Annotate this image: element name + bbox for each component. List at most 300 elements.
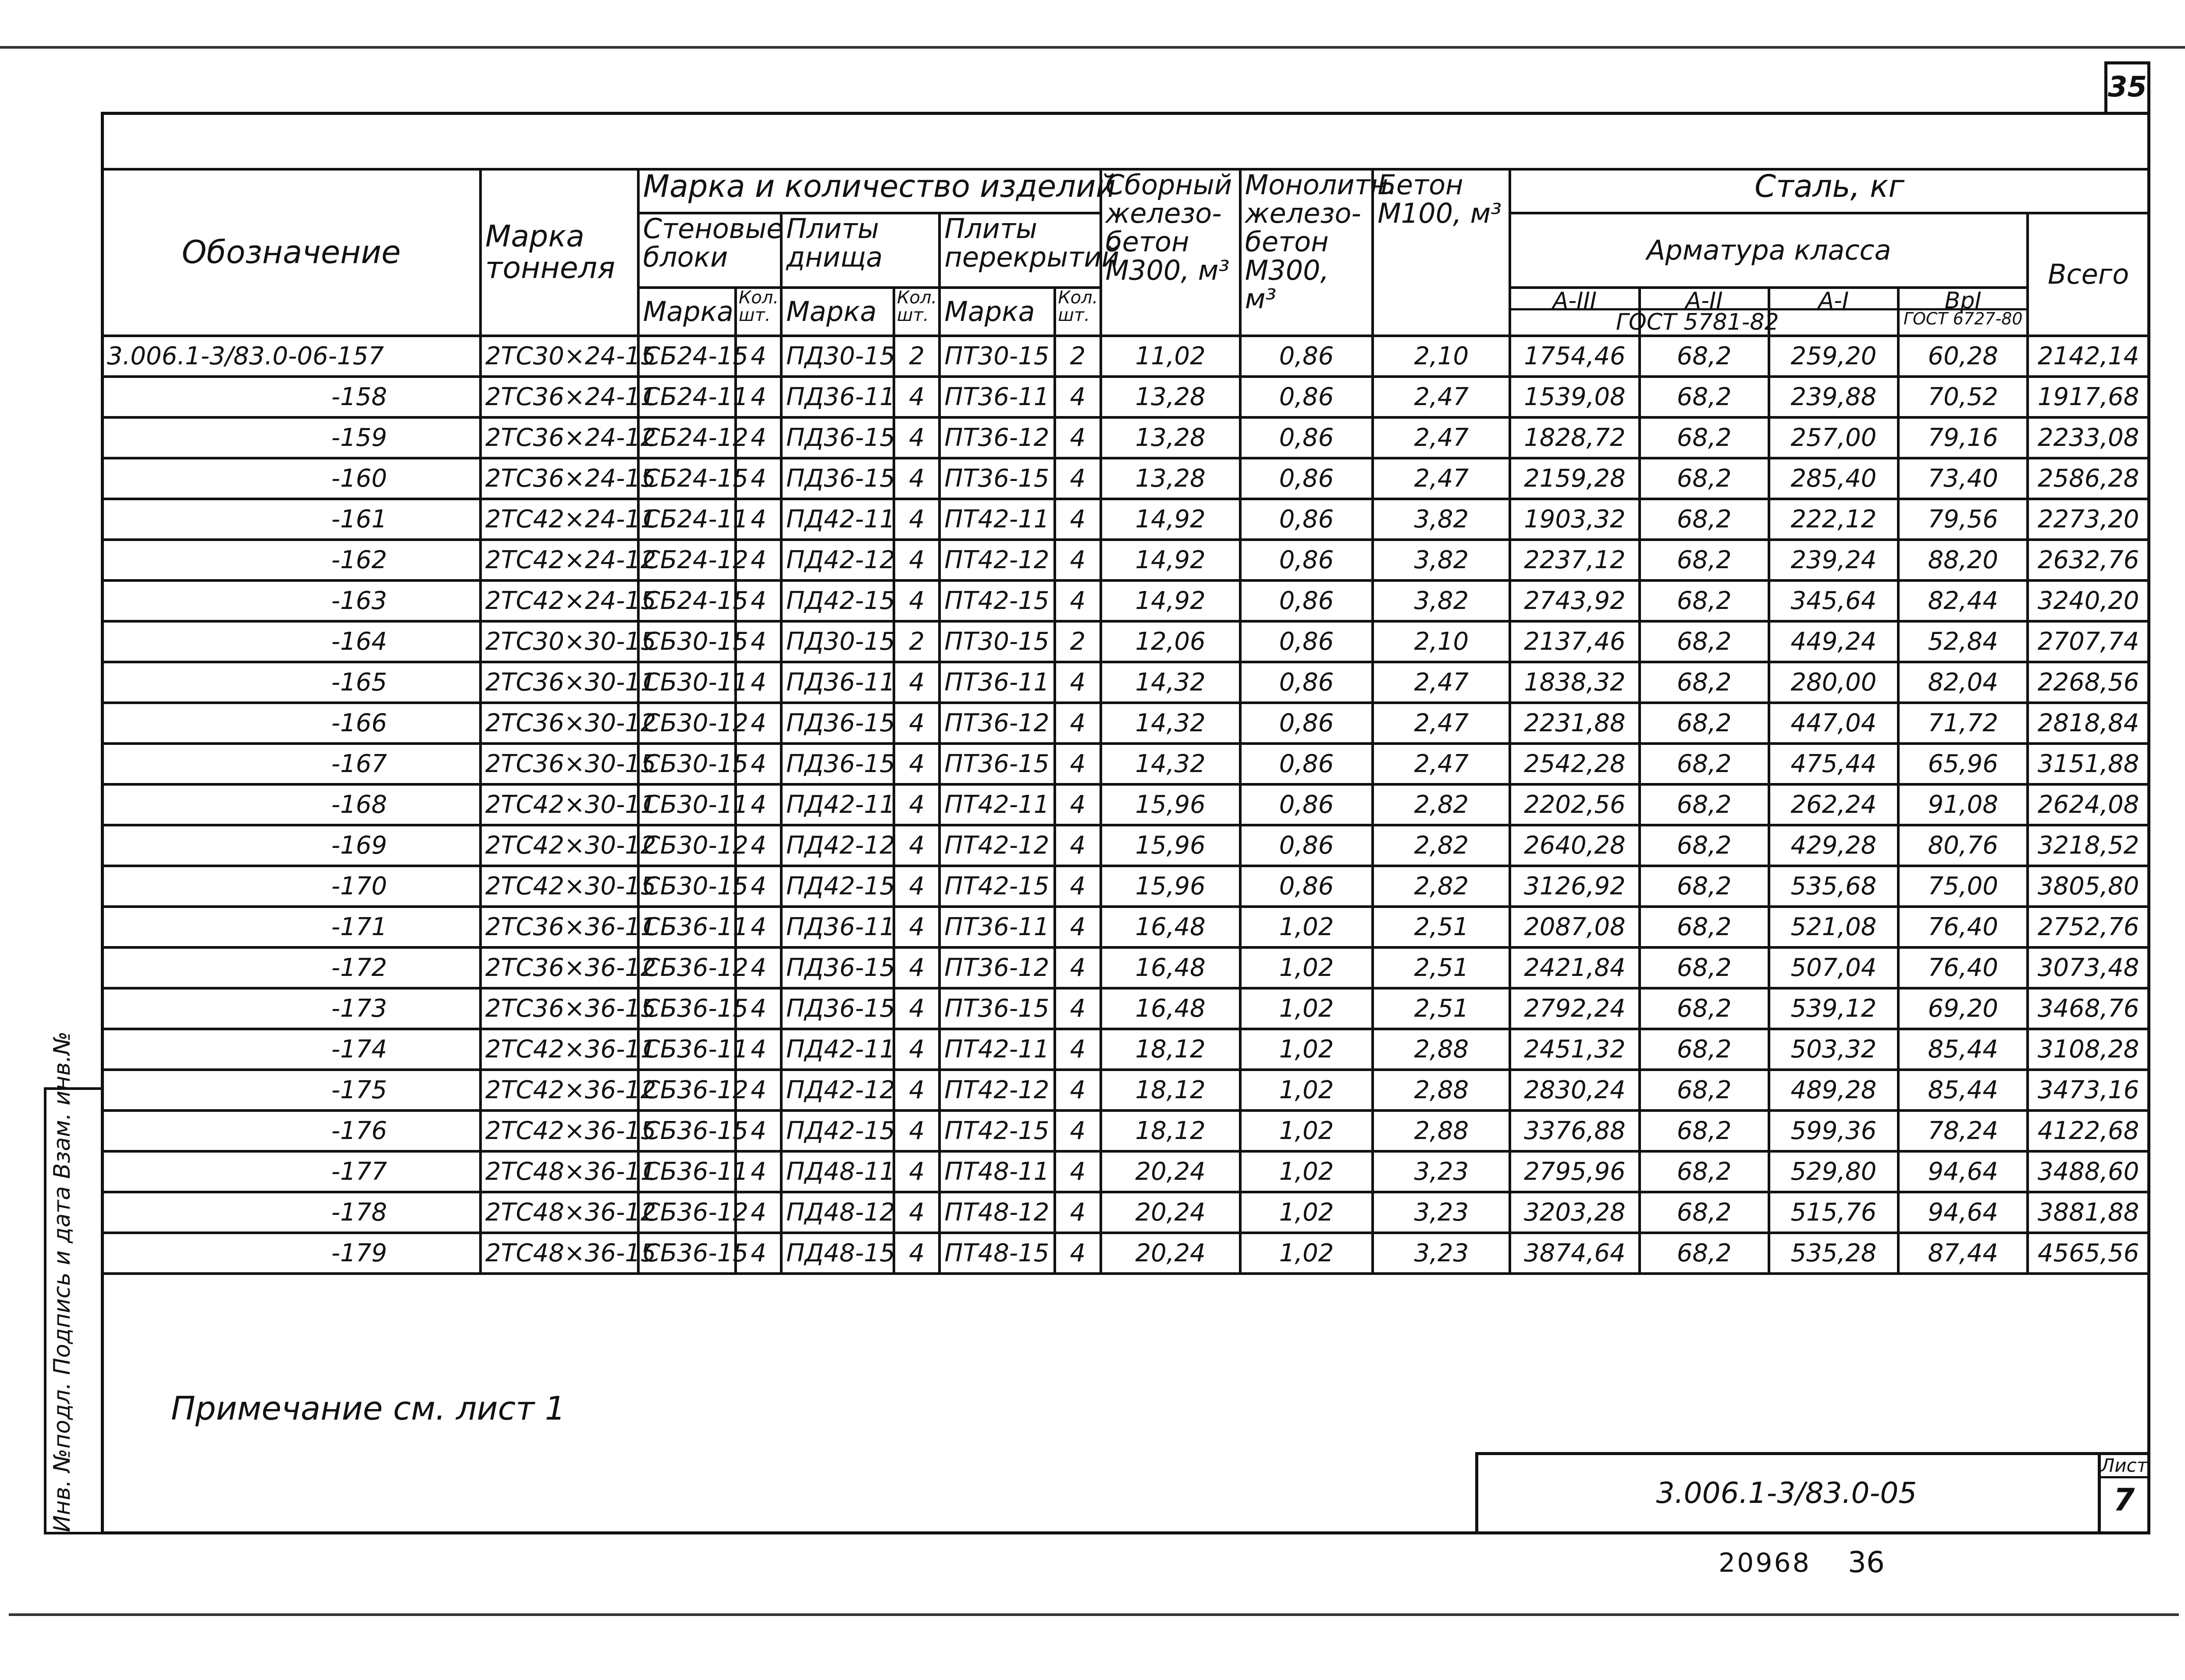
cell-monolith: 0,86: [1240, 336, 1373, 377]
cell-bottom-slab-qty: 4: [894, 825, 939, 866]
cell-cover-slab-mark: ПТ48-11: [939, 1151, 1055, 1192]
cell-steel-total: 2752,76: [2028, 907, 2149, 947]
table-row: [102, 744, 2149, 784]
cell-concrete: 2,82: [1373, 825, 1510, 866]
cell-wire-bp1: 76,40: [1898, 907, 2028, 947]
cell-rebar-a1: 535,28: [1769, 1233, 1898, 1274]
table-row: [102, 1029, 2149, 1070]
cell-precast: 14,92: [1101, 499, 1240, 540]
cell-wall-block-mark: СБ36-11: [638, 907, 736, 947]
cell-steel-total: 3473,16: [2028, 1070, 2149, 1111]
cell-wire-bp1: 80,76: [1898, 825, 2028, 866]
col-rebar-group: Арматура класса: [1510, 213, 2028, 288]
cell-precast: 14,32: [1101, 744, 1240, 784]
cell-bottom-slab-qty: 4: [894, 784, 939, 825]
col-cover-slabs: Плиты перекрытий: [939, 213, 1100, 288]
cell-tunnel-mark: 2ТС36×30-11: [480, 662, 638, 703]
cell-rebar-a1: 239,24: [1769, 540, 1898, 580]
cell-designation: -176: [102, 1111, 480, 1151]
cell-tunnel-mark: 2ТС36×36-15: [480, 988, 638, 1029]
cell-wire-bp1: 69,20: [1898, 988, 2028, 1029]
cell-rebar-a3: 2542,28: [1510, 744, 1639, 784]
cell-concrete: 3,82: [1373, 540, 1510, 580]
col-rebar-a3: А-III: [1511, 289, 1638, 310]
cell-wall-block-qty: 4: [736, 1111, 781, 1151]
cell-wall-block-mark: СБ36-12: [638, 1192, 736, 1233]
cell-rebar-a3: 2202,56: [1510, 784, 1639, 825]
cell-bottom-slab-qty: 4: [894, 744, 939, 784]
col-bottom-slab-mark: Марка: [781, 288, 894, 336]
cell-precast: 14,92: [1101, 540, 1240, 580]
cell-wall-block-qty: 4: [736, 988, 781, 1029]
table-row: [102, 703, 2149, 744]
col-wall-block-mark: Марка: [638, 288, 736, 336]
cell-bottom-slab-mark: ПД42-12: [781, 825, 894, 866]
cell-precast: 15,96: [1101, 784, 1240, 825]
cell-concrete: 2,51: [1373, 907, 1510, 947]
cell-rebar-a3: 3126,92: [1510, 866, 1639, 907]
cell-rebar-a2: 68,2: [1640, 499, 1769, 540]
cell-designation: -168: [102, 784, 480, 825]
cell-precast: 13,28: [1101, 417, 1240, 458]
cell-wall-block-mark: СБ24-12: [638, 417, 736, 458]
specification-table: [101, 168, 2150, 1275]
cell-bottom-slab-mark: ПД42-15: [781, 1111, 894, 1151]
archive-page: 36: [1848, 1545, 1885, 1579]
cell-rebar-a2: 68,2: [1640, 703, 1769, 744]
cell-monolith: 0,86: [1240, 703, 1373, 744]
cell-bottom-slab-qty: 4: [894, 458, 939, 499]
cell-tunnel-mark: 2ТС36×24-11: [480, 377, 638, 417]
col-designation: Обозначение: [102, 169, 480, 336]
cell-monolith: 0,86: [1240, 744, 1373, 784]
cell-designation: -159: [102, 417, 480, 458]
cell-precast: 18,12: [1101, 1029, 1240, 1070]
table-row: [102, 1070, 2149, 1111]
cell-precast: 18,12: [1101, 1111, 1240, 1151]
cell-designation: -158: [102, 377, 480, 417]
cell-steel-total: 2586,28: [2028, 458, 2149, 499]
cell-steel-total: 2707,74: [2028, 621, 2149, 662]
cell-concrete: 3,23: [1373, 1192, 1510, 1233]
cell-steel-total: 2624,08: [2028, 784, 2149, 825]
cell-cover-slab-qty: 4: [1055, 988, 1100, 1029]
cell-tunnel-mark: 2ТС42×30-11: [480, 784, 638, 825]
cell-rebar-a2: 68,2: [1640, 417, 1769, 458]
cell-wall-block-qty: 4: [736, 825, 781, 866]
cell-cover-slab-qty: 4: [1055, 499, 1100, 540]
cell-cover-slab-mark: ПТ42-12: [939, 540, 1055, 580]
cell-precast: 15,96: [1101, 825, 1240, 866]
cell-rebar-a3: 2231,88: [1510, 703, 1639, 744]
cell-tunnel-mark: 2ТС30×24-15: [480, 336, 638, 377]
cell-designation: -160: [102, 458, 480, 499]
cell-steel-total: 2142,14: [2028, 336, 2149, 377]
cell-wall-block-qty: 4: [736, 458, 781, 499]
cell-concrete: 2,47: [1373, 744, 1510, 784]
table-row: [102, 540, 2149, 580]
cell-wire-bp1: 82,44: [1898, 580, 2028, 621]
cell-precast: 20,24: [1101, 1151, 1240, 1192]
cell-bottom-slab-mark: ПД36-15: [781, 703, 894, 744]
col-bottom-slabs: Плиты днища: [781, 213, 939, 288]
cell-steel-total: 3488,60: [2028, 1151, 2149, 1192]
cell-steel-total: 3240,20: [2028, 580, 2149, 621]
cell-rebar-a1: 475,44: [1769, 744, 1898, 784]
table-row: [102, 662, 2149, 703]
cell-bottom-slab-mark: ПД36-11: [781, 377, 894, 417]
cell-bottom-slab-qty: 4: [894, 1151, 939, 1192]
cell-cover-slab-mark: ПТ36-15: [939, 744, 1055, 784]
cell-wall-block-qty: 4: [736, 703, 781, 744]
cell-wire-bp1: 87,44: [1898, 1233, 2028, 1274]
gost-6727: ГОСТ 6727-80: [1903, 309, 2023, 328]
cell-monolith: 1,02: [1240, 1111, 1373, 1151]
cell-wire-bp1: 85,44: [1898, 1029, 2028, 1070]
cell-wire-bp1: 71,72: [1898, 703, 2028, 744]
cell-precast: 14,92: [1101, 580, 1240, 621]
document-code: 3.006.1-3/83.0-05: [1656, 1476, 1917, 1510]
cell-steel-total: 3151,88: [2028, 744, 2149, 784]
cell-rebar-a2: 68,2: [1640, 662, 1769, 703]
cell-cover-slab-qty: 4: [1055, 1192, 1100, 1233]
cell-rebar-a2: 68,2: [1640, 907, 1769, 947]
cell-rebar-a3: 2830,24: [1510, 1070, 1639, 1111]
cell-bottom-slab-mark: ПД30-15: [781, 336, 894, 377]
cell-rebar-a1: 239,88: [1769, 377, 1898, 417]
cell-wall-block-qty: 4: [736, 866, 781, 907]
cell-wall-block-mark: СБ24-11: [638, 499, 736, 540]
cell-precast: 14,32: [1101, 703, 1240, 744]
col-wire-bp1: ВрI: [1900, 289, 2026, 310]
cell-rebar-a1: 257,00: [1769, 417, 1898, 458]
cell-monolith: 0,86: [1240, 866, 1373, 907]
cell-tunnel-mark: 2ТС30×30-15: [480, 621, 638, 662]
cell-cover-slab-qty: 4: [1055, 1029, 1100, 1070]
cell-bottom-slab-mark: ПД42-11: [781, 499, 894, 540]
cell-rebar-a1: 429,28: [1769, 825, 1898, 866]
cell-steel-total: 2233,08: [2028, 417, 2149, 458]
cell-cover-slab-qty: 4: [1055, 1233, 1100, 1274]
cell-rebar-a1: 529,80: [1769, 1151, 1898, 1192]
cell-bottom-slab-mark: ПД36-11: [781, 662, 894, 703]
cell-wall-block-mark: СБ30-15: [638, 744, 736, 784]
cell-bottom-slab-mark: ПД48-15: [781, 1233, 894, 1274]
cell-wall-block-mark: СБ30-15: [638, 866, 736, 907]
cell-rebar-a1: 515,76: [1769, 1192, 1898, 1233]
cell-concrete: 2,47: [1373, 662, 1510, 703]
cell-rebar-a1: 535,68: [1769, 866, 1898, 907]
cell-bottom-slab-qty: 4: [894, 703, 939, 744]
cell-steel-total: 2273,20: [2028, 499, 2149, 540]
cell-rebar-a2: 68,2: [1640, 866, 1769, 907]
cell-precast: 16,48: [1101, 988, 1240, 1029]
cell-designation: -172: [102, 947, 480, 988]
cell-rebar-a2: 68,2: [1640, 621, 1769, 662]
cell-monolith: 1,02: [1240, 1233, 1373, 1274]
table-row: [102, 621, 2149, 662]
cell-designation: -170: [102, 866, 480, 907]
cell-cover-slab-mark: ПТ36-15: [939, 988, 1055, 1029]
note-text: Примечание см. лист 1: [171, 1390, 566, 1427]
cell-wire-bp1: 79,16: [1898, 417, 2028, 458]
cell-rebar-a3: 3203,28: [1510, 1192, 1639, 1233]
cell-rebar-a3: 1539,08: [1510, 377, 1639, 417]
cell-rebar-a2: 68,2: [1640, 988, 1769, 1029]
cell-tunnel-mark: 2ТС48×36-12: [480, 1192, 638, 1233]
cell-rebar-a1: 345,64: [1769, 580, 1898, 621]
cell-wall-block-mark: СБ36-12: [638, 947, 736, 988]
cell-rebar-a2: 68,2: [1640, 1151, 1769, 1192]
cell-monolith: 1,02: [1240, 1151, 1373, 1192]
cell-wire-bp1: 82,04: [1898, 662, 2028, 703]
cell-rebar-a1: 280,00: [1769, 662, 1898, 703]
cell-designation: 3.006.1-3/83.0-06-157: [102, 336, 480, 377]
col-concrete-m100: Бетон М100, м³: [1373, 169, 1510, 336]
cell-bottom-slab-qty: 4: [894, 1233, 939, 1274]
cell-steel-total: 2268,56: [2028, 662, 2149, 703]
cell-bottom-slab-mark: ПД36-11: [781, 907, 894, 947]
gost-5781: ГОСТ 5781-82: [1616, 309, 1779, 335]
cell-designation: -166: [102, 703, 480, 744]
cell-rebar-a3: 2792,24: [1510, 988, 1639, 1029]
cell-concrete: 2,10: [1373, 621, 1510, 662]
margin-signature-labels: Инв. №подл. Подпись и дата Взам. инв.№: [49, 1031, 75, 1532]
cell-rebar-a1: 285,40: [1769, 458, 1898, 499]
cell-wall-block-qty: 4: [736, 336, 781, 377]
cell-designation: -165: [102, 662, 480, 703]
cell-rebar-a2: 68,2: [1640, 377, 1769, 417]
cell-concrete: 2,51: [1373, 947, 1510, 988]
cell-steel-total: 2818,84: [2028, 703, 2149, 744]
cell-cover-slab-mark: ПТ36-12: [939, 417, 1055, 458]
cell-rebar-a1: 539,12: [1769, 988, 1898, 1029]
cell-cover-slab-qty: 4: [1055, 784, 1100, 825]
cell-concrete: 2,88: [1373, 1029, 1510, 1070]
cell-wall-block-qty: 4: [736, 540, 781, 580]
cell-wall-block-qty: 4: [736, 417, 781, 458]
cell-steel-total: 3805,80: [2028, 866, 2149, 907]
cell-precast: 18,12: [1101, 1070, 1240, 1111]
cell-tunnel-mark: 2ТС36×36-11: [480, 907, 638, 947]
cell-precast: 15,96: [1101, 866, 1240, 907]
cell-bottom-slab-qty: 2: [894, 336, 939, 377]
cell-cover-slab-mark: ПТ48-15: [939, 1233, 1055, 1274]
cell-bottom-slab-mark: ПД42-15: [781, 866, 894, 907]
cell-cover-slab-qty: 4: [1055, 866, 1100, 907]
col-cover-slab-mark: Марка: [939, 288, 1055, 336]
col-precast-concrete: Сборный железо-бетон М300, м³: [1101, 169, 1240, 336]
cell-rebar-a2: 68,2: [1640, 1029, 1769, 1070]
cell-tunnel-mark: 2ТС36×36-12: [480, 947, 638, 988]
cell-wall-block-mark: СБ24-15: [638, 336, 736, 377]
cell-bottom-slab-qty: 4: [894, 540, 939, 580]
cell-wire-bp1: 70,52: [1898, 377, 2028, 417]
table-row: [102, 825, 2149, 866]
cell-monolith: 0,86: [1240, 377, 1373, 417]
cell-wire-bp1: 52,84: [1898, 621, 2028, 662]
cell-wall-block-qty: 4: [736, 1192, 781, 1233]
cell-tunnel-mark: 2ТС42×36-15: [480, 1111, 638, 1151]
cell-bottom-slab-qty: 4: [894, 580, 939, 621]
cell-wall-block-mark: СБ30-12: [638, 825, 736, 866]
top-border-line: [0, 46, 2185, 49]
table-row: [102, 417, 2149, 458]
cell-monolith: 1,02: [1240, 988, 1373, 1029]
col-wall-block-qty: Кол. шт.: [736, 288, 781, 336]
cell-designation: -179: [102, 1233, 480, 1274]
table-row: [102, 458, 2149, 499]
cell-wire-bp1: 73,40: [1898, 458, 2028, 499]
cell-designation: -171: [102, 907, 480, 947]
cell-wall-block-qty: 4: [736, 1151, 781, 1192]
cell-rebar-a1: 489,28: [1769, 1070, 1898, 1111]
cell-bottom-slab-mark: ПД48-12: [781, 1192, 894, 1233]
cell-wire-bp1: 76,40: [1898, 947, 2028, 988]
cell-steel-total: 3468,76: [2028, 988, 2149, 1029]
cell-concrete: 2,82: [1373, 866, 1510, 907]
table-row: [102, 988, 2149, 1029]
cell-bottom-slab-qty: 4: [894, 907, 939, 947]
cell-bottom-slab-mark: ПД42-12: [781, 540, 894, 580]
cell-cover-slab-mark: ПТ42-11: [939, 784, 1055, 825]
cell-cover-slab-mark: ПТ48-12: [939, 1192, 1055, 1233]
cell-cover-slab-mark: ПТ36-15: [939, 458, 1055, 499]
table-row: [102, 1111, 2149, 1151]
cell-cover-slab-qty: 4: [1055, 907, 1100, 947]
cell-monolith: 0,86: [1240, 540, 1373, 580]
cell-wall-block-qty: 4: [736, 744, 781, 784]
cell-tunnel-mark: 2ТС48×36-11: [480, 1151, 638, 1192]
table-row: [102, 907, 2149, 947]
cell-designation: -173: [102, 988, 480, 1029]
table-row: [102, 784, 2149, 825]
cell-wall-block-qty: 4: [736, 1233, 781, 1274]
col-steel-total: Всего: [2028, 213, 2149, 336]
cell-rebar-a2: 68,2: [1640, 784, 1769, 825]
table-row: [102, 499, 2149, 540]
cell-rebar-a1: 259,20: [1769, 336, 1898, 377]
cell-rebar-a3: 3874,64: [1510, 1233, 1639, 1274]
cell-bottom-slab-qty: 4: [894, 499, 939, 540]
cell-rebar-a1: 222,12: [1769, 499, 1898, 540]
cell-rebar-a3: 2743,92: [1510, 580, 1639, 621]
cell-cover-slab-qty: 4: [1055, 744, 1100, 784]
cell-bottom-slab-mark: ПД36-15: [781, 988, 894, 1029]
cell-wall-block-mark: СБ24-11: [638, 377, 736, 417]
cell-wall-block-qty: 4: [736, 662, 781, 703]
cell-cover-slab-mark: ПТ36-12: [939, 947, 1055, 988]
cell-cover-slab-mark: ПТ42-12: [939, 825, 1055, 866]
table-row: [102, 336, 2149, 377]
cell-concrete: 2,82: [1373, 784, 1510, 825]
cell-cover-slab-mark: ПТ42-12: [939, 1070, 1055, 1111]
cell-tunnel-mark: 2ТС42×24-15: [480, 580, 638, 621]
cell-steel-total: 4122,68: [2028, 1111, 2149, 1151]
cell-designation: -175: [102, 1070, 480, 1111]
cell-wall-block-qty: 4: [736, 1070, 781, 1111]
cell-wall-block-qty: 4: [736, 621, 781, 662]
cell-monolith: 0,86: [1240, 580, 1373, 621]
cell-rebar-a3: 2795,96: [1510, 1151, 1639, 1192]
cell-wall-block-qty: 4: [736, 499, 781, 540]
col-tunnel-mark: Марка тоннеля: [480, 169, 638, 336]
cell-monolith: 0,86: [1240, 784, 1373, 825]
cell-cover-slab-mark: ПТ42-15: [939, 1111, 1055, 1151]
sheet-label: Лист: [2098, 1455, 2150, 1478]
cell-rebar-a1: 507,04: [1769, 947, 1898, 988]
cell-rebar-a2: 68,2: [1640, 1233, 1769, 1274]
cell-cover-slab-qty: 4: [1055, 947, 1100, 988]
page-number: 35: [2104, 61, 2150, 112]
cell-cover-slab-qty: 4: [1055, 580, 1100, 621]
cell-wire-bp1: 88,20: [1898, 540, 2028, 580]
cell-wall-block-mark: СБ36-15: [638, 1111, 736, 1151]
cell-tunnel-mark: 2ТС42×24-12: [480, 540, 638, 580]
table-row: [102, 1192, 2149, 1233]
cell-cover-slab-mark: ПТ30-15: [939, 336, 1055, 377]
cell-wire-bp1: 65,96: [1898, 744, 2028, 784]
cell-monolith: 0,86: [1240, 662, 1373, 703]
cell-bottom-slab-qty: 2: [894, 621, 939, 662]
cell-rebar-a3: 2421,84: [1510, 947, 1639, 988]
cell-bottom-slab-qty: 4: [894, 1070, 939, 1111]
cell-bottom-slab-mark: ПД30-15: [781, 621, 894, 662]
sheet-number: 7: [2113, 1482, 2135, 1518]
cell-wall-block-mark: СБ36-15: [638, 1233, 736, 1274]
cell-bottom-slab-mark: ПД42-12: [781, 1070, 894, 1111]
cell-concrete: 2,88: [1373, 1111, 1510, 1151]
cell-bottom-slab-mark: ПД36-15: [781, 947, 894, 988]
cell-wire-bp1: 85,44: [1898, 1070, 2028, 1111]
cell-bottom-slab-qty: 4: [894, 988, 939, 1029]
table-row: [102, 947, 2149, 988]
cell-monolith: 0,86: [1240, 417, 1373, 458]
cell-wall-block-mark: СБ24-12: [638, 540, 736, 580]
cell-monolith: 0,86: [1240, 621, 1373, 662]
cell-wall-block-mark: СБ36-11: [638, 1029, 736, 1070]
cell-rebar-a3: 1754,46: [1510, 336, 1639, 377]
cell-rebar-a2: 68,2: [1640, 540, 1769, 580]
cell-cover-slab-mark: ПТ36-12: [939, 703, 1055, 744]
cell-designation: -177: [102, 1151, 480, 1192]
col-rebar-a2: А-II: [1641, 289, 1768, 310]
table-row: [102, 866, 2149, 907]
cell-designation: -169: [102, 825, 480, 866]
cell-rebar-a2: 68,2: [1640, 336, 1769, 377]
cell-concrete: 2,47: [1373, 417, 1510, 458]
cell-wall-block-qty: 4: [736, 907, 781, 947]
col-rebar-a1: А-I: [1770, 289, 1897, 310]
table-body: [102, 336, 2149, 1274]
cell-bottom-slab-qty: 4: [894, 1192, 939, 1233]
cell-wall-block-qty: 4: [736, 377, 781, 417]
cell-monolith: 0,86: [1240, 458, 1373, 499]
cell-precast: 11,02: [1101, 336, 1240, 377]
cell-concrete: 2,47: [1373, 458, 1510, 499]
cell-precast: 20,24: [1101, 1192, 1240, 1233]
cell-steel-total: 4565,56: [2028, 1233, 2149, 1274]
cell-cover-slab-mark: ПТ42-15: [939, 580, 1055, 621]
cell-cover-slab-qty: 4: [1055, 825, 1100, 866]
archive-number: 20968: [1719, 1548, 1811, 1578]
cell-wire-bp1: 94,64: [1898, 1151, 2028, 1192]
cell-bottom-slab-qty: 4: [894, 1111, 939, 1151]
cell-bottom-slab-qty: 4: [894, 377, 939, 417]
cell-monolith: 0,86: [1240, 825, 1373, 866]
cell-monolith: 1,02: [1240, 1029, 1373, 1070]
cell-bottom-slab-mark: ПД48-11: [781, 1151, 894, 1192]
